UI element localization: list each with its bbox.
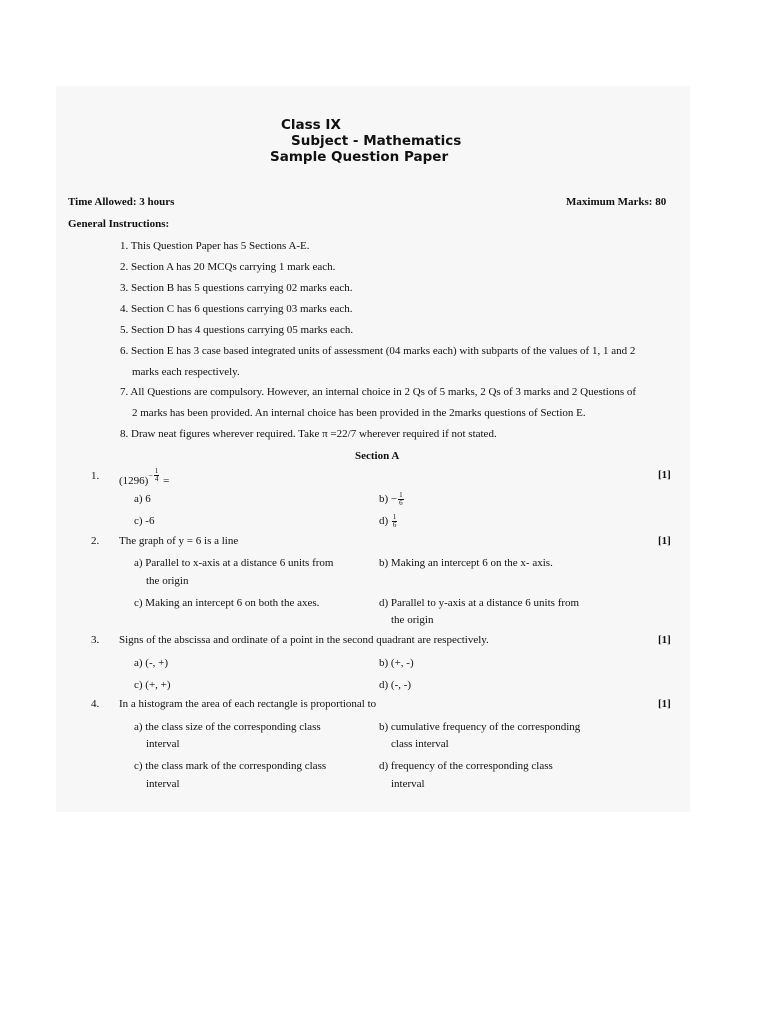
option-c: c) Making an intercept 6 on both the axes. (134, 597, 320, 609)
option-b: b) (+, -) (379, 657, 414, 669)
option-a-continued: interval (146, 738, 180, 750)
option-a: a) 6 (134, 493, 151, 505)
time-allowed: Time Allowed: 3 hours (68, 196, 175, 208)
option-a: a) (-, +) (134, 657, 168, 669)
exponent-sign: − (148, 471, 153, 481)
maximum-marks: Maximum Marks: 80 (566, 196, 667, 208)
instruction-item: 6. Section E has 3 case based integrated units of assessment (04 marks each) with subparts of the values of 1, 1 and 2 (120, 345, 636, 357)
instruction-item: 4. Section C has 6 questions carrying 03 marks each. (120, 303, 353, 315)
option-d: d) frequency of the corresponding class (379, 760, 553, 772)
option-a: a) the class size of the corresponding class (134, 721, 321, 733)
option-c: c) the class mark of the corresponding class (134, 760, 327, 772)
option-b (379, 492, 405, 507)
option-b: b) cumulative frequency of the corresponding (379, 721, 581, 733)
instruction-item: 1. This Question Paper has 5 Sections A-E. (120, 240, 310, 252)
option-label: d) (379, 515, 389, 528)
general-instructions-heading: General Instructions: (68, 218, 170, 230)
option-label: b) (379, 493, 389, 506)
question-number: 2. (91, 535, 100, 547)
fraction-numerator: 1 (392, 513, 397, 521)
equals-sign: = (163, 475, 170, 488)
question-number: 3. (91, 634, 100, 646)
option-d-continued: the origin (391, 614, 434, 626)
class-title: Class IX (281, 117, 341, 133)
instruction-item: 3. Section B has 5 questions carrying 02 marks each. (120, 282, 353, 294)
option-a: a) Parallel to x-axis at a distance 6 units from (134, 557, 334, 569)
option-c-continued: interval (146, 778, 180, 790)
question-number: 4. (91, 698, 100, 710)
option-d-continued: interval (391, 778, 425, 790)
option-d: d) (-, -) (379, 679, 412, 691)
option-fraction (398, 492, 404, 507)
option-c: c) -6 (134, 515, 155, 527)
fraction-numerator: 1 (399, 491, 403, 499)
option-c: c) (+, +) (134, 679, 171, 691)
question-text: In a histogram the area of each rectangle is proportional to (119, 698, 377, 710)
option-b-continued: class interval (391, 738, 449, 750)
question-text: The graph of y = 6 is a line (119, 535, 239, 547)
question-marks: [1] (658, 469, 671, 481)
option-a-continued: the origin (146, 575, 189, 587)
fraction-numerator: 1 (154, 467, 159, 475)
option-d (379, 514, 398, 529)
exponent (148, 468, 160, 483)
fraction-denominator: 4 (154, 475, 159, 483)
instruction-item-continued: 2 marks has been provided. An internal choice has been provided in the 2marks questions of Section E. (132, 407, 586, 419)
question-text: Signs of the abscissa and ordinate of a point in the second quadrant are respectively. (119, 634, 489, 646)
question-marks: [1] (658, 634, 671, 646)
question-number: 1. (91, 470, 100, 482)
subject-title: Subject - Mathematics (291, 133, 462, 149)
instruction-item: 8. Draw neat figures wherever required. Take π =22/7 wherever required if not stated. (120, 428, 497, 440)
instruction-item: 7. All Questions are compulsory. However, an internal choice in 2 Qs of 5 marks, 2 Qs of 3 marks and 2 Questions of (120, 386, 637, 398)
instruction-item: 2. Section A has 20 MCQs carrying 1 mark each. (120, 261, 336, 273)
fraction-denominator: 6 (392, 521, 397, 529)
paper-title: Sample Question Paper (270, 149, 449, 165)
question-text (119, 468, 169, 487)
instruction-item: 5. Section D has 4 questions carrying 05 marks each. (120, 324, 354, 336)
option-b: b) Making an intercept 6 on the x- axis. (379, 557, 553, 569)
exponent-fraction (154, 468, 160, 483)
fraction-denominator: 6 (399, 499, 403, 507)
question-marks: [1] (658, 698, 671, 710)
option-fraction (392, 514, 398, 529)
question-marks: [1] (658, 535, 671, 547)
minus-sign: − (390, 493, 398, 506)
exponent-base: (1296) (119, 475, 149, 488)
section-heading: Section A (355, 450, 400, 462)
instruction-item-continued: marks each respectively. (132, 366, 240, 378)
option-d: d) Parallel to y-axis at a distance 6 units from (379, 597, 580, 609)
